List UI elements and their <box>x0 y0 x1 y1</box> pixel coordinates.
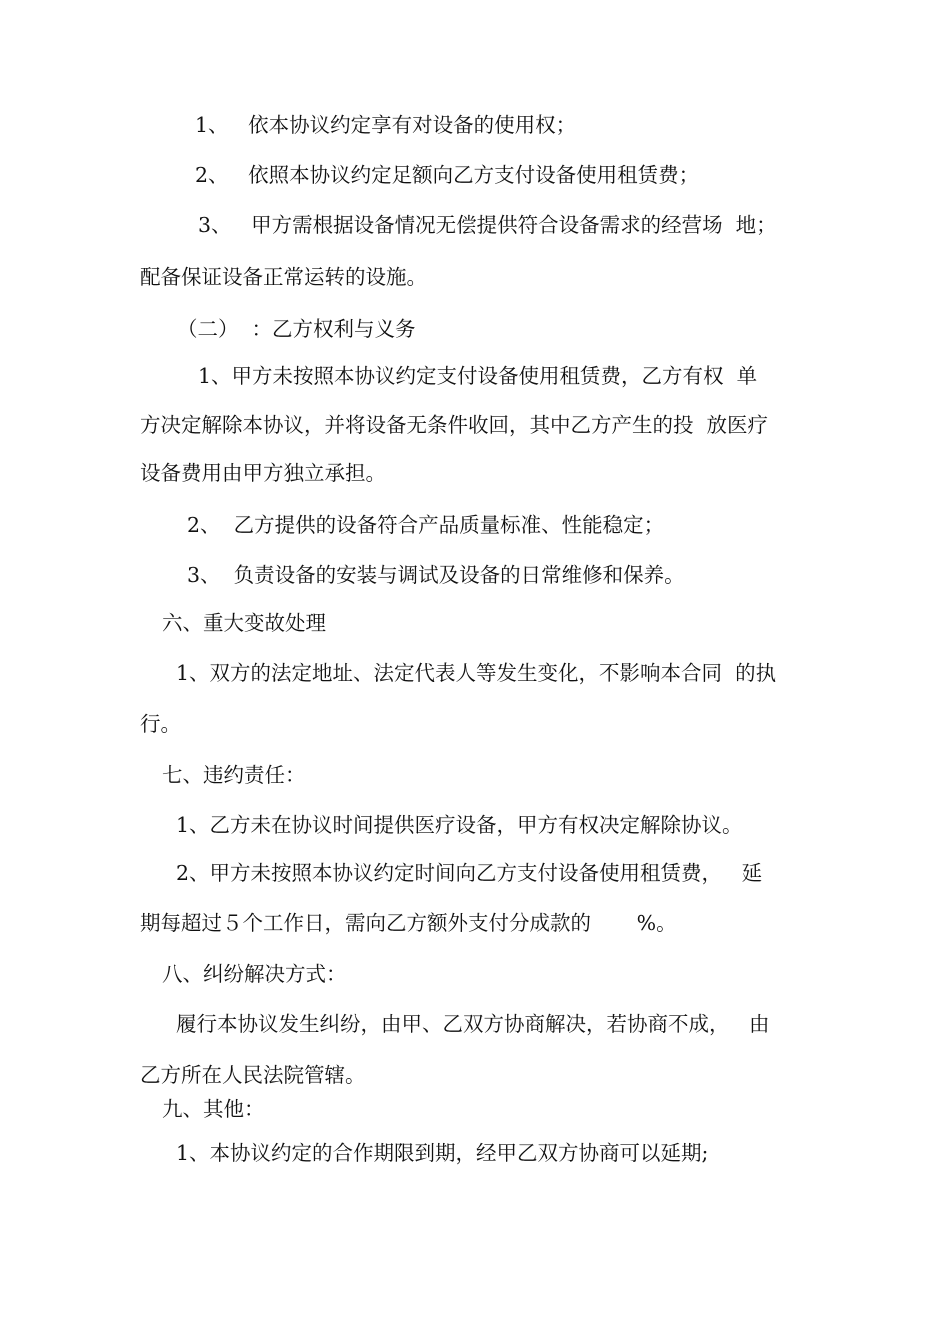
text-line: 1、 依本协议约定享有对设备的使用权； <box>195 113 577 137</box>
text-line: 1、乙方未在协议时间提供医疗设备，甲方有权决定解除协议。 <box>176 813 743 837</box>
text-line: 配备保证设备正常运转的设施。 <box>140 265 427 289</box>
text-line: 2、 依照本协议约定足额向乙方支付设备使用租赁费； <box>195 163 700 187</box>
section-heading: 八、纠纷解决方式： <box>162 962 347 986</box>
section-heading: 九、其他： <box>162 1097 265 1121</box>
text-line: 履行本协议发生纠纷，由甲、乙双方协商解决，若协商不成， 由 <box>176 1012 770 1036</box>
text-line: 3、 负责设备的安装与调试及设备的日常维修和保养。 <box>187 563 685 587</box>
text-line: 2、 乙方提供的设备符合产品质量标准、性能稳定； <box>187 513 665 537</box>
text-line: 设备费用由甲方独立承担。 <box>140 461 386 485</box>
text-line: 行。 <box>140 712 181 736</box>
text-line: 1、本协议约定的合作期限到期，经甲乙双方协商可以延期; <box>176 1141 709 1165</box>
text-line: 期每超过５个工作日，需向乙方额外支付分成款的 %。 <box>140 911 677 935</box>
section-heading: 六、重大变故处理 <box>162 611 326 635</box>
section-heading: 七、违约责任： <box>162 763 306 787</box>
text-line: 乙方所在人民法院管辖。 <box>140 1063 366 1087</box>
text-line: 2、甲方未按照本协议约定时间向乙方支付设备使用租赁费， 延 <box>176 861 763 885</box>
text-line: 方决定解除本协议，并将设备无条件收回，其中乙方产生的投 放医疗 <box>140 413 769 437</box>
text-line: 1、甲方未按照本协议约定支付设备使用租赁费，乙方有权 单 <box>198 364 758 388</box>
text-line: 3、 甲方需根据设备情况无偿提供符合设备需求的经营场 地； <box>198 213 777 237</box>
section-heading: （二） ：乙方权利与义务 <box>177 317 416 341</box>
text-line: 1、双方的法定地址、法定代表人等发生变化，不影响本合同 的执 <box>176 661 777 685</box>
